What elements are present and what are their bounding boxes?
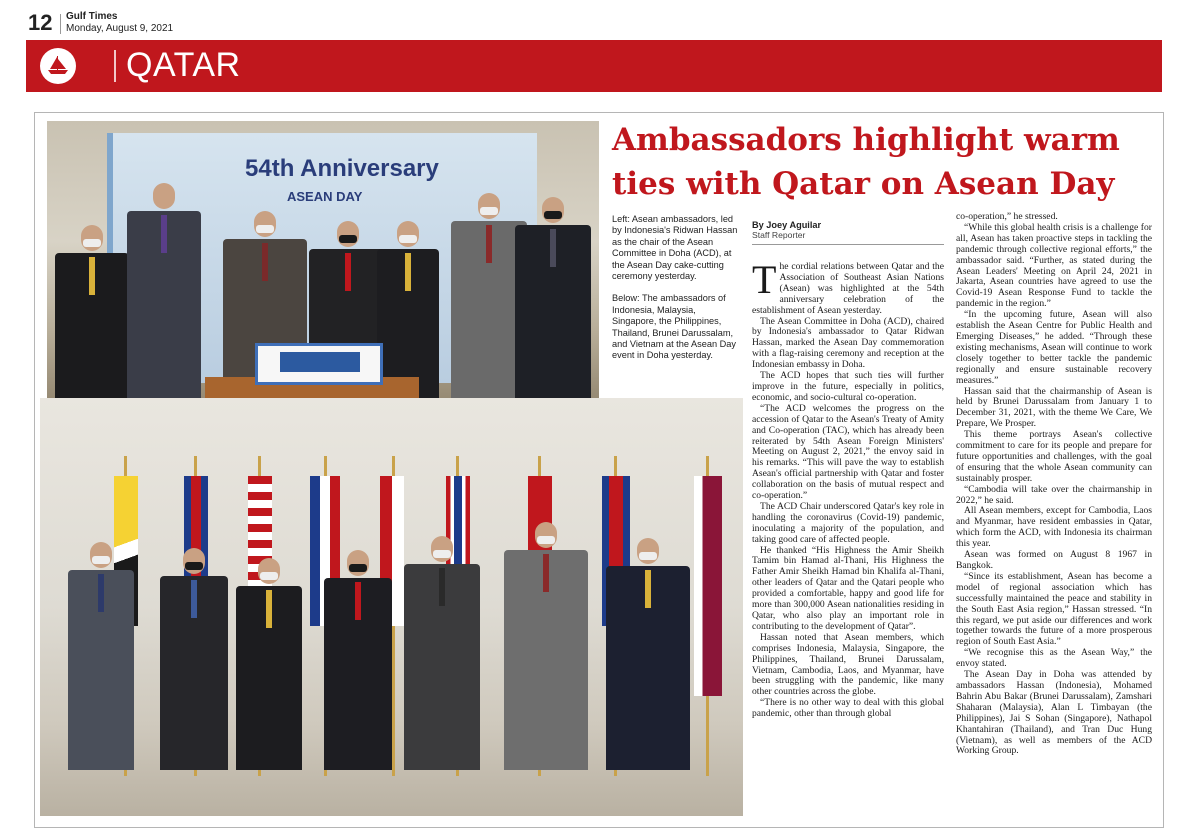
article-paragraph: “There is no other way to deal with this global pandemic, other than through global [752,697,944,720]
article-paragraph: “In the upcoming future, Asean will also establish the Asean Centre for Public Health and Emerging Diseases,” he added. “Through these existing mechanisms, Asean will continue to work closely together to better tackle the pandemic regionally and ensure sustainable recovery measures.” [956,309,1152,386]
article-body-column-2 [956,212,1152,822]
publication-date: Monday, August 9, 2021 [66,23,174,34]
flag-qatar [694,476,722,696]
headline-line: ties with Qatar on Asean Day [612,166,1115,202]
article-paragraph: Hassan said that the chairmanship of Asean is held by Brunei Darussalam from January 1 to December 31, 2021, with the theme We Care, We Prepare, We Prosper. [956,385,1152,430]
byline-author: By Joey Aguilar [752,220,822,230]
publication-name: Gulf Times [66,11,118,22]
page-number: 12 [28,10,53,35]
article-paragraph: Asean was formed on August 8 1967 in Bangkok. [956,549,1152,571]
cake [255,343,383,385]
article-paragraph: The ACD Chair underscored Qatar's key role in handling the coronavirus (Covid-19) pandemic, inoculating a majority of the population, and taking good care of affected people. [752,500,944,545]
article-paragraph: “While this global health crisis is a challenge for all, Asean has taken proactive steps in tackling the pandemic through collective regional efforts,” the ambassador said. “Further, as stated during the Asean Leaders' Meeting on April 24, 2021 in Jakarta, Asean countries have agreed to use the Covid-19 Asean Response Fund to tackle the pandemic in the region.” [956,221,1152,310]
person [324,578,392,770]
article-paragraph: He thanked “His Highness the Amir Sheikh Tamim bin Hamad al-Thani, His Highness the Father Amir Sheikh Hamad bin Khalifa al-Thani, other leaders of Qatar and the Qatari people who provided a comfortable, happy and good life for more than 300,000 Asean nationalities residing in Qatar, who also play an important role in contributing to the development of Qatar”. [752,544,944,632]
person [68,570,134,770]
banner-title: 54th Anniversary [245,155,439,182]
person [127,211,201,423]
article-paragraph: The Asean Committee in Doha (ACD), chaired by Indonesia's ambassador to Qatar Ridwan Hassan, marked the Asean Day commemoration with a flag-raising ceremony and reception at the Indonesian embassy in Doha. [752,315,944,371]
person [404,564,480,770]
person [606,566,690,770]
banner-subtitle: ASEAN DAY [287,189,363,204]
person [236,586,302,770]
masthead-divider [60,14,61,34]
drop-cap: T [752,262,777,302]
article-paragraph: “The ACD welcomes the progress on the accession of Qatar to the Asean's Treaty of Amity and Co-operation (TAC), which has already been reiterated by 54th Asean Foreign Ministers' Meeting on August 2, 2021,” the envoy said in his remarks. “This will pave the way to establish Asean's official partnership with Qatar and foster collaboration on the basis of mutual respect and co-operation.” [752,402,944,502]
article-paragraph: The cordial relations between Qatar and the Association of Southeast Asian Nations (Asean) was highlighted at the 54th anniversary celebration of the establishment of Asean yesterday. [752,262,944,316]
article-paragraph: “Cambodia will take over the chairmanship in 2022,” he said. [956,483,1152,506]
article-paragraph: “Since its establishment, Asean has become a model of regional association which has successfully maintained the peace and stability in the South East Asia region,” Hassan stressed. “In this regard, we put aside our differences and work together towards the future of a more prosperous region of South East Asia.” [956,570,1152,648]
byline [752,220,944,245]
caption-bottom-photo: Below: The ambassadors of Indonesia, Malaysia, Singapore, the Philippines, Thailand, Brunei Darussalam, and Vietnam at the Asean Day event in Doha yesterday. [612,293,736,361]
article-headline [612,118,1152,206]
person [160,576,228,770]
article-paragraph: The Asean Day in Doha was attended by ambassadors Hassan (Indonesia), Mohamed Bahrin Abu Bakar (Brunei Darussalam), Zamshari Shaharan (Malaysia), Alan L Timbayan (the Philippines), Jai S Sohan (Singapore), Nathapol Khantahiran (Thailand), and Tran Duc Hung (Vietnam), as well as members of the ACD Working Group. [956,669,1152,757]
masthead [26,6,426,36]
article-paragraph: The ACD hopes that such ties will further improve in the future, especially in politics, economic, and socio-cultural co-operation. [752,370,944,403]
article-paragraph: This theme portrays Asean's collective commitment to care for its people and prepare for future opportunities and challenges, with the goal of ensuring that the whole Asean community can sustainably prosper. [956,429,1152,484]
caption-top-photo: Left: Asean ambassadors, led by Indonesia's Ridwan Hassan as the chair of the Asean Committee in Doha (ACD), at the Asean Day cake-cutting ceremony yesterday. [612,214,738,282]
dhow-boat-icon [40,48,76,84]
section-divider [114,50,116,82]
article-body-column-1 [752,262,944,822]
headline-line: Ambassadors highlight warm [612,122,1120,158]
section-header-bar [26,40,1162,92]
byline-role: Staff Reporter [752,230,806,240]
article-paragraph: All Asean members, except for Cambodia, Laos and Myanmar, have resident embassies in Qatar, which form the ACD, with Indonesia its chairman this year. [956,505,1152,550]
person [504,550,588,770]
person [515,225,591,423]
section-title: QATAR [126,46,241,84]
cake-cutting-photo [47,121,599,423]
article-paragraph: “We recognise this as the Asean Way,” the envoy stated. [956,647,1152,670]
article-paragraph: co-operation,” he stressed. [956,212,1058,222]
group-with-flags-photo [40,398,743,816]
article-paragraph: Hassan noted that Asean members, which comprises Indonesia, Malaysia, Singapore, the Philippines, Thailand, Brunei Darussalam, Vietnam, Cambodia, Laos, and Myanmar, have been struggling with the pandemic, like many other countries across the globe. [752,631,944,698]
photo-captions [612,214,742,373]
